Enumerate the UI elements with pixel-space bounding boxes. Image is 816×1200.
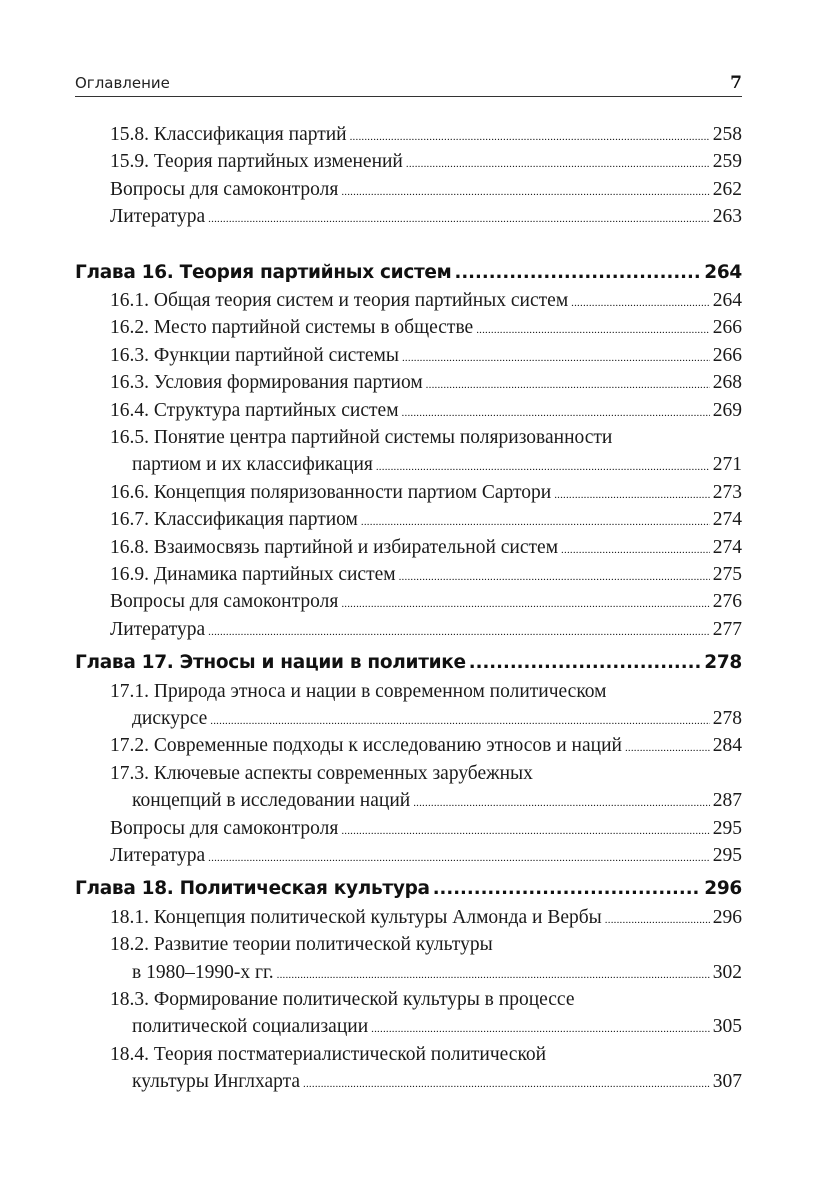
toc-title: 18.1. Концепция политической культуры Алмонда и Вербы <box>110 906 602 928</box>
running-title: Оглавление <box>75 74 170 92</box>
toc-title: 16.2. Место партийной системы в обществе <box>110 317 474 339</box>
dot-leader <box>554 489 710 501</box>
toc-page-number: 277 <box>712 618 742 640</box>
dot-leader <box>303 1078 710 1090</box>
toc-page-number: 295 <box>712 817 742 839</box>
toc-title: дискурсе <box>132 708 208 729</box>
dot-leader <box>371 1023 710 1035</box>
toc-page-number: 305 <box>712 1016 742 1038</box>
dot-leader <box>210 715 709 727</box>
toc-page-number: 278 <box>712 708 742 729</box>
dot-leader <box>625 742 710 754</box>
toc-title: концепций в исследовании наций <box>132 790 411 812</box>
dot-leader <box>208 213 710 225</box>
toc-page-number: 296 <box>712 906 742 928</box>
toc-title: Вопросы для самоконтроля <box>110 817 339 839</box>
toc-page-number: 307 <box>712 1071 742 1093</box>
toc-title: 16.7. Классификация партиом <box>110 509 358 531</box>
dot-leader <box>455 262 702 283</box>
dot-leader <box>402 407 710 419</box>
dot-leader <box>402 352 710 364</box>
toc-page-number: 262 <box>712 178 742 200</box>
toc-title: 15.9. Теория партийных изменений <box>110 151 403 173</box>
toc-page-number: 274 <box>712 536 742 558</box>
toc-page-number: 273 <box>712 481 742 503</box>
dot-leader <box>208 626 710 638</box>
toc-page-number: 274 <box>712 509 742 531</box>
toc-title: 17.2. Современные подходы к исследованию этносов и наций <box>110 735 622 757</box>
dot-leader <box>469 652 701 673</box>
dot-leader <box>341 825 709 837</box>
toc-title: 16.3. Функции партийной системы <box>110 344 399 366</box>
toc-title: 17.3. Ключевые аспекты современных зарубежных <box>110 762 533 784</box>
toc-page-number: 284 <box>712 735 742 757</box>
toc-title: 16.1. Общая теория систем и теория партийных систем <box>110 290 569 311</box>
dot-leader <box>341 186 709 198</box>
toc-title: партиом и их классификация <box>132 454 373 476</box>
header-rule <box>75 96 742 97</box>
toc-title: 16.4. Структура партийных систем <box>110 399 399 421</box>
toc-page-number: 287 <box>712 790 742 812</box>
toc-page-number: 264 <box>704 261 742 283</box>
toc-page-number: 264 <box>712 290 742 311</box>
toc-page-number: 258 <box>712 124 742 145</box>
toc-page-number: 295 <box>712 845 742 866</box>
toc-title: 16.6. Концепция поляризованности партиом Сартори <box>110 481 552 503</box>
dot-leader <box>376 461 710 473</box>
dot-leader <box>433 878 702 899</box>
toc-page-number: 266 <box>712 317 742 339</box>
toc-page-number: 259 <box>712 151 742 173</box>
dot-leader <box>341 598 709 610</box>
page-number: 7 <box>730 73 742 93</box>
dot-leader <box>413 797 710 809</box>
toc-title: Литература <box>110 845 206 866</box>
toc-title: Глава 17. Этносы и нации в политике <box>75 652 466 674</box>
toc-title: 18.3. Формирование политической культуры в процессе <box>110 989 575 1010</box>
toc-page-number: 276 <box>712 591 742 613</box>
toc-page-number: 266 <box>712 344 742 366</box>
toc-page-number: 268 <box>712 372 742 394</box>
dot-leader <box>406 158 710 170</box>
toc-title: Вопросы для самоконтроля <box>110 178 339 200</box>
dot-leader <box>361 516 710 528</box>
dot-leader <box>571 297 710 309</box>
dot-leader <box>208 852 710 864</box>
dot-leader <box>426 379 710 391</box>
toc-title: Литература <box>110 618 206 640</box>
running-head <box>75 74 742 96</box>
dot-leader <box>476 324 710 336</box>
toc-title: 16.8. Взаимосвязь партийной и избирательной систем <box>110 536 559 558</box>
toc-page-number: 278 <box>704 652 742 674</box>
dot-leader <box>399 571 710 583</box>
toc-page-number: 275 <box>712 564 742 585</box>
toc-page-number: 263 <box>712 206 742 228</box>
toc-title: Глава 18. Политическая культура <box>75 878 430 900</box>
toc-page-number: 302 <box>712 961 742 983</box>
toc-title: Литература <box>110 206 206 228</box>
toc-title: культуры Инглхарта <box>132 1071 301 1093</box>
dot-leader <box>561 544 710 556</box>
dot-leader <box>605 914 710 926</box>
toc-page-number: 296 <box>704 878 742 900</box>
toc-title: Глава 16. Теория партийных систем <box>75 261 452 283</box>
toc-title: в 1980–1990-х гг. <box>132 961 274 983</box>
toc-title: 16.9. Динамика партийных систем <box>110 564 396 585</box>
dot-leader <box>350 131 710 143</box>
toc-title: Вопросы для самоконтроля <box>110 591 339 613</box>
toc-page-number: 269 <box>712 399 742 421</box>
toc-title: 15.8. Классификация партий <box>110 124 347 145</box>
toc-title: 17.1. Природа этноса и нации в современном политическом <box>110 680 607 702</box>
toc-title: 16.5. Понятие центра партийной системы поляризованности <box>110 427 613 448</box>
toc-title: 18.4. Теория постматериалистической политической <box>110 1043 547 1065</box>
toc-title: 18.2. Развитие теории политической культуры <box>110 934 493 956</box>
toc-page-number: 271 <box>712 454 742 476</box>
toc-title: 16.3. Условия формирования партиом <box>110 372 423 394</box>
dot-leader <box>277 969 710 981</box>
toc-title: политической социализации <box>132 1016 369 1038</box>
